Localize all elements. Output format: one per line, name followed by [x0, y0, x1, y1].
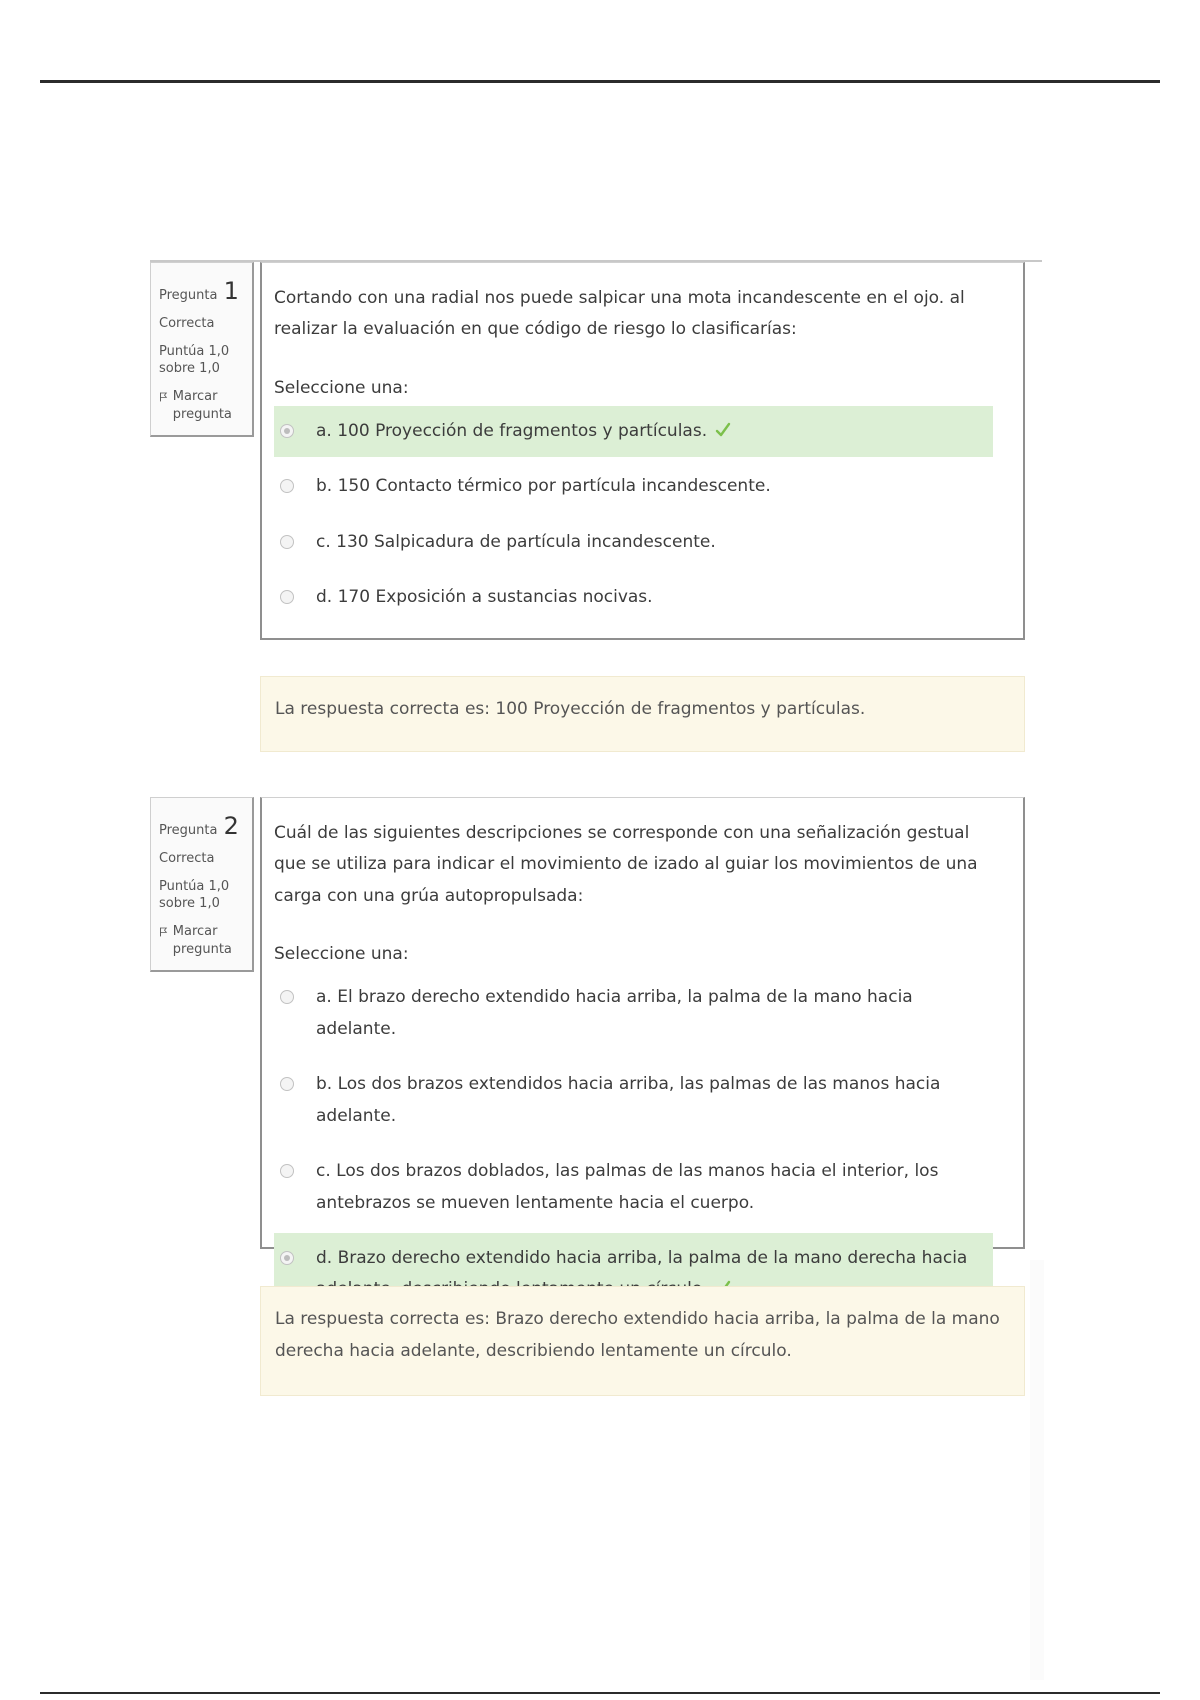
radio-button[interactable]: [280, 1077, 294, 1091]
question-text: Cuál de las siguientes descripciones se corresponde con una señalización gestual que se utiliza para indicar el movimiento de izado al guiar los movimientos de una carga con una grúa autopropulsada:: [274, 823, 978, 906]
flag-label: Marcar pregunta: [172, 389, 232, 422]
option-text: b. 150 Contacto térmico por partícula incandescente.: [316, 476, 771, 497]
select-prompt: Seleccione una:: [274, 377, 409, 398]
radio-button[interactable]: [280, 535, 294, 549]
option-text: b. Los dos brazos extendidos hacia arriba, las palmas de las manos hacia adelante.: [316, 1074, 941, 1126]
feedback-text: La respuesta correcta es: 100 Proyección de fragmentos y partículas.: [275, 699, 866, 719]
select-prompt: Seleccione una:: [274, 944, 409, 965]
question-state: Correcta: [159, 851, 215, 867]
question-state: Correcta: [159, 316, 215, 332]
answer-option-c[interactable]: [274, 517, 993, 568]
feedback-2: [260, 1286, 1025, 1396]
option-text: a. El brazo derecho extendido hacia arriba, la palma de la mano hacia adelante.: [316, 987, 913, 1039]
question-content: [260, 262, 1025, 640]
answer-option-a[interactable]: [274, 406, 993, 457]
page-edge-shadow: [1030, 1260, 1044, 1680]
radio-button[interactable]: [280, 990, 294, 1004]
question-label: Pregunta: [159, 288, 218, 303]
feedback-text: La respuesta correcta es: Brazo derecho extendido hacia arriba, la palma de la mano derecha hacia adelante, describiendo lentamente un círculo.: [275, 1309, 1000, 1362]
radio-button[interactable]: [280, 1164, 294, 1178]
question-score: Puntúa 1,0 sobre 1,0: [159, 878, 230, 912]
option-text: c. Los dos brazos doblados, las palmas de las manos hacia el interior, los antebrazos se mueven lentamente hacia el cuerpo.: [316, 1161, 939, 1213]
option-text: d. Brazo derecho extendido hacia arriba, la palma de la mano derecha hacia: [316, 1247, 968, 1268]
radio-button[interactable]: [280, 1251, 294, 1265]
question-label: Pregunta: [159, 823, 218, 838]
flag-question-button[interactable]: [159, 923, 252, 958]
flag-icon: [159, 925, 168, 939]
flag-icon: [159, 390, 168, 404]
answer-option-d[interactable]: [274, 572, 993, 623]
question-content: [260, 797, 1025, 1268]
option-text: c. 130 Salpicadura de partícula incandescente.: [316, 531, 716, 552]
question-info: [150, 797, 254, 972]
flag-question-button[interactable]: [159, 388, 252, 423]
radio-button[interactable]: [280, 479, 294, 493]
question-score: Puntúa 1,0 sobre 1,0: [159, 343, 230, 377]
page-bottom-rule: [40, 1692, 1160, 1694]
option-text: d. 170 Exposición a sustancias nocivas.: [316, 587, 653, 608]
answer-option-b[interactable]: [274, 1059, 993, 1142]
page-top-rule: [40, 80, 1160, 83]
check-icon: [715, 422, 731, 438]
answer-option-c[interactable]: [274, 1146, 993, 1229]
question-text: Cortando con una radial nos puede salpicar una mota incandescente en el ojo. al realizar la evaluación en que código de riesgo lo clasificarías:: [274, 288, 965, 340]
option-text-wrap: [316, 416, 979, 447]
flag-label: Marcar pregunta: [172, 924, 232, 957]
answer-option-b[interactable]: [274, 461, 993, 512]
radio-button[interactable]: [280, 590, 294, 604]
feedback-1: [260, 676, 1025, 752]
question-number: 1: [223, 277, 239, 305]
question-number: 2: [223, 812, 239, 840]
answer-option-a[interactable]: [274, 972, 993, 1055]
option-text: a. 100 Proyección de fragmentos y partículas.: [316, 420, 708, 441]
question-info: [150, 262, 254, 437]
radio-button[interactable]: [280, 424, 294, 438]
